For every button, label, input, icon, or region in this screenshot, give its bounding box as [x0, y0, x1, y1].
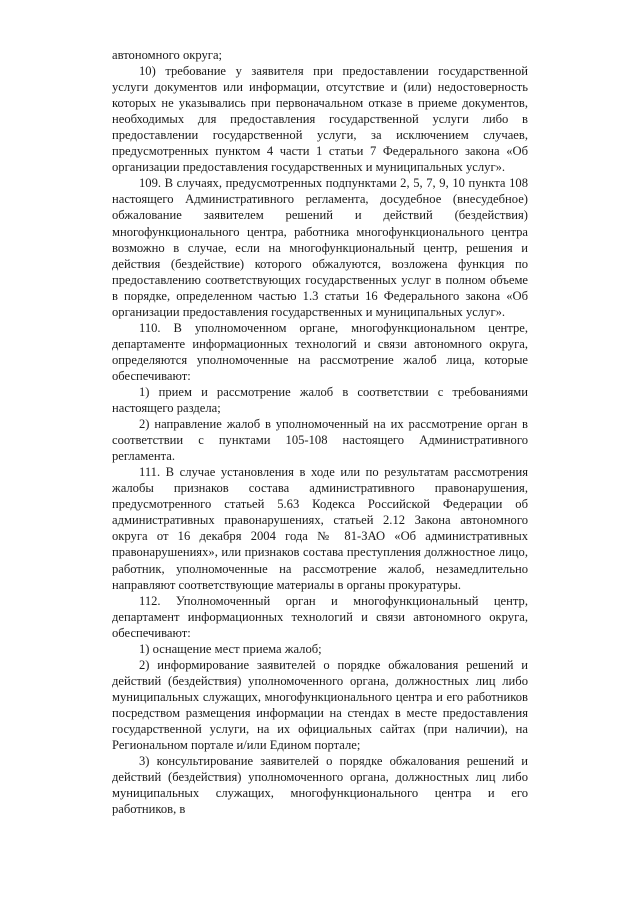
paragraph-111: 111. В случае установления в ходе или по результатам рассмотрения жалобы признаков состава административного правонарушения, предусмотренного статьей 5.63 Кодекса Российской Федерации об административных правонарушениях, статьей 2.12 Закона автономного округа от 16 декабря 2004 года № 81-ЗАО «Об административных правонарушениях», или признаков состава преступления должностное лицо, работник, уполномоченные на рассмотрение жалоб, незамедлительно направляют соответствующие материалы в органы прокуратуры.: [112, 465, 528, 592]
paragraph-112-item-2: 2) информирование заявителей о порядке обжалования решений и действий (бездействия) уполномоченного органа, должностных лиц либо муниципальных служащих, многофункционального центра и его работников посредством размещения информации на стендах в месте предоставления государственной услуги, на их официальных сайтах (при наличии), на Региональном портале и/или Едином портале;: [112, 657, 528, 753]
paragraph-112: 112. Уполномоченный орган и многофункциональный центр, департамент информационных технологий и связи автономного округа, обеспечивают:: [112, 593, 528, 640]
paragraph-110: 110. В уполномоченном органе, многофункциональном центре, департаменте информационных технологий и связи автономного округа, определяются уполномоченные на рассмотрение жалоб лица, которые обеспечивают:: [112, 320, 528, 383]
paragraph-109: 109. В случаях, предусмотренных подпунктами 2, 5, 7, 9, 10 пункта 108 настоящего Административного регламента, досудебное (внесудебное) обжалование заявителем решений и действий (бездействия) многофункционального центра, работника многофункционального центра возможно в случае, если на многофункциональный центр, решения и действия (бездействие) которого обжалуются, возложена функция по предоставлению соответствующих государственных услуг в полном объеме в порядке, определенном частью 1.3 статьи 16 Федерального закона «Об организации предоставления государственных и муниципальных услуг».: [112, 176, 528, 319]
paragraph-continuation: автономного округа;: [112, 48, 223, 62]
document-page: [112, 47, 528, 817]
paragraph-item-10: 10) требование у заявителя при предоставлении государственной услуги документов или информации, отсутствие и (или) недостоверность которых не указывались при первоначальном отказе в приеме документов, необходимых для предоставления государственной услуги либо в предоставлении государственной услуги, за исключением случаев, предусмотренных пунктом 4 части 1 статьи 7 Федерального закона «Об организации предоставления государственных и муниципальных услуг».: [112, 64, 528, 175]
paragraph-110-item-2: 2) направление жалоб в уполномоченный на их рассмотрение орган в соответствии с пунктами 105-108 настоящего Административного регламента.: [112, 417, 528, 464]
paragraph-112-item-1: 1) оснащение мест приема жалоб;: [139, 641, 322, 656]
paragraph-112-item-3: 3) консультирование заявителей о порядке обжалования решений и действий (бездействия) уполномоченного органа, должностных лиц либо муниципальных служащих, многофункционального центра и его работников, в: [112, 754, 528, 817]
paragraph-110-item-1: 1) прием и рассмотрение жалоб в соответствии с требованиями настоящего раздела;: [112, 384, 528, 416]
